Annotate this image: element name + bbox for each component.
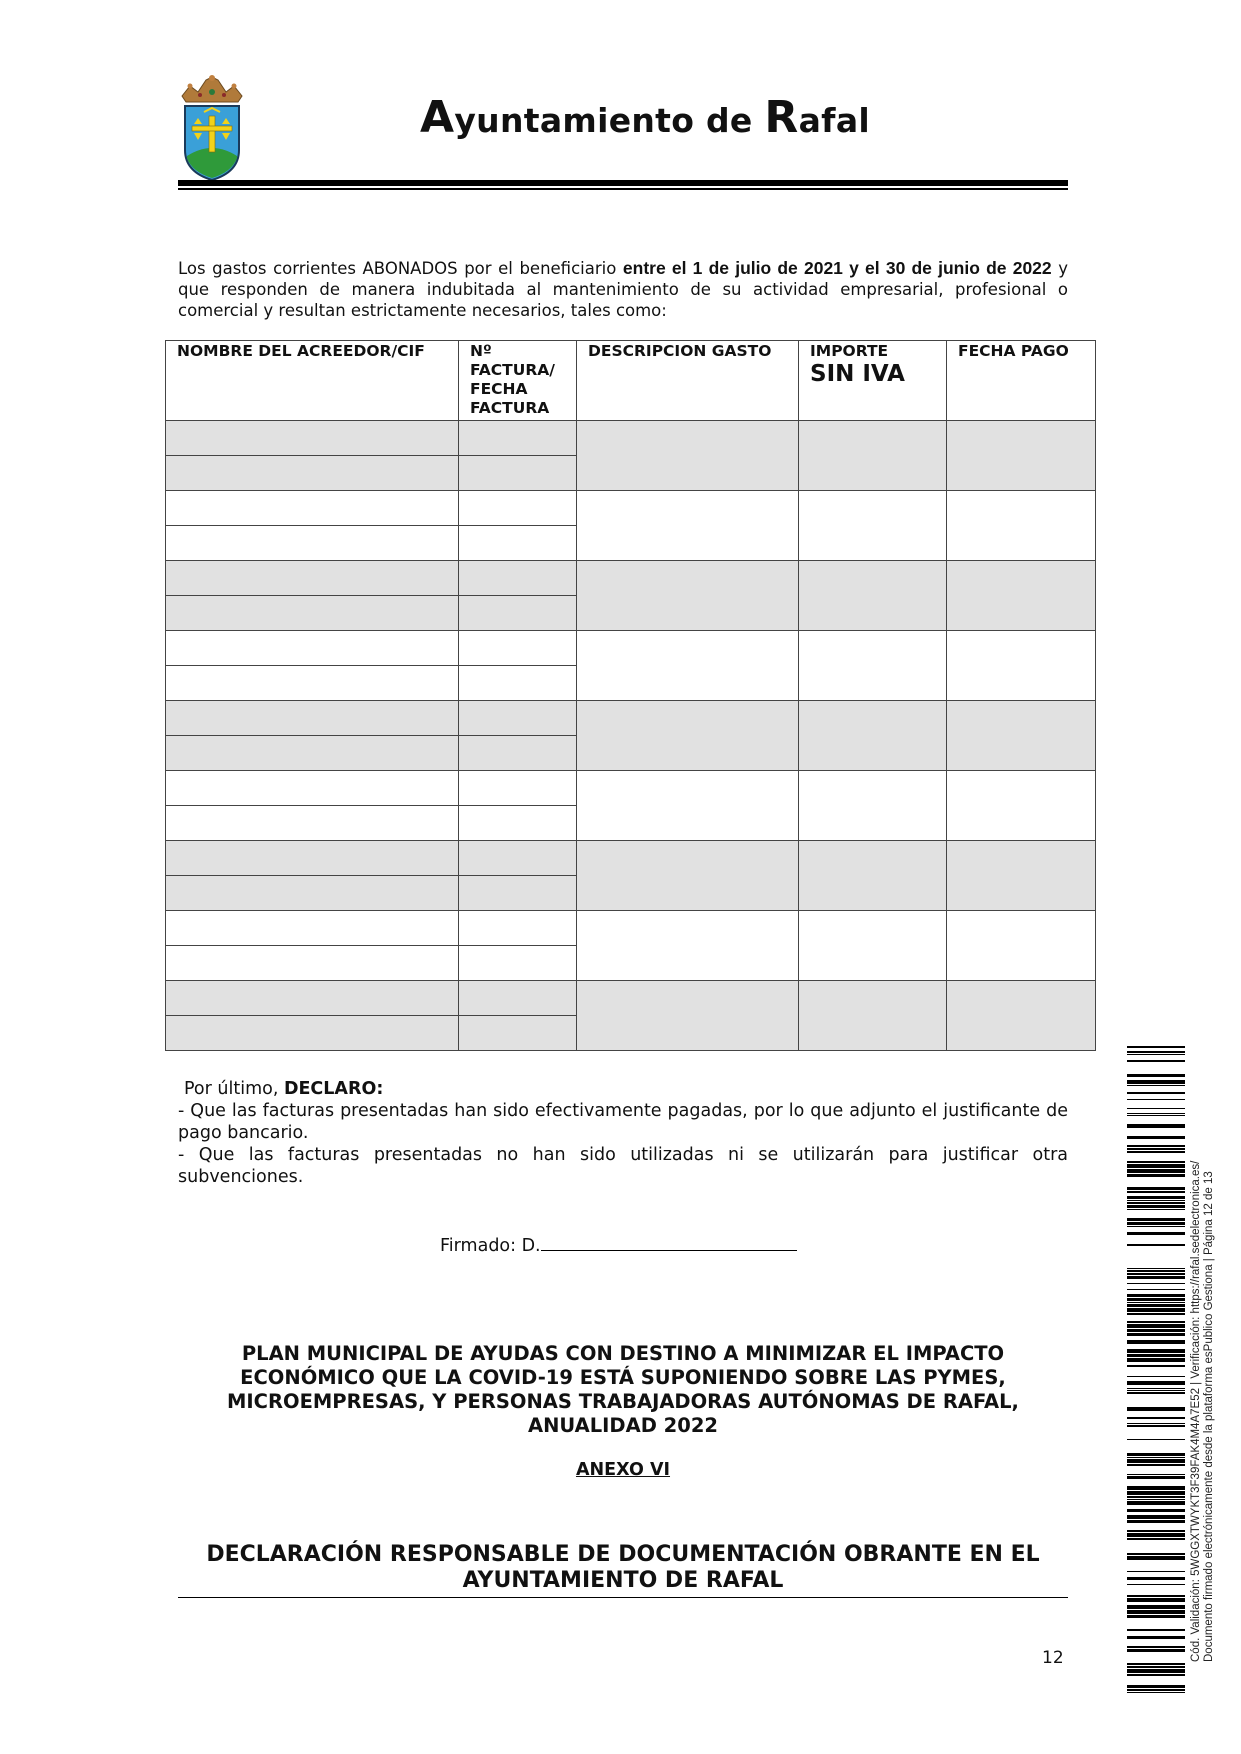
header-rule xyxy=(178,180,1068,186)
amount-cell[interactable] xyxy=(799,491,947,561)
column-header-description: DESCRIPCION GASTO xyxy=(577,341,799,421)
plan-title: PLAN MUNICIPAL DE AYUDAS CON DESTINO A MINIMIZAR EL IMPACTO ECONÓMICO QUE LA COVID-19 ESTÁ SUPONIENDO SOBRE LAS PYMES, MICROEMPRESAS, Y PERSONAS TRABAJADORAS AUTÓNOMAS DE RAFAL, ANUALIDAD 2022 xyxy=(227,1342,1019,1437)
invoice-cell[interactable] xyxy=(459,946,577,981)
declaration-item: - Que las facturas presentadas no han sido utilizadas ni se utilizarán para justificar otra subvenciones. xyxy=(178,1145,1068,1187)
description-cell[interactable] xyxy=(577,701,799,771)
invoice-cell[interactable] xyxy=(459,666,577,701)
creditor-cell[interactable] xyxy=(166,806,459,841)
payment-date-cell[interactable] xyxy=(947,771,1096,841)
description-cell[interactable] xyxy=(577,771,799,841)
amount-cell[interactable] xyxy=(799,421,947,491)
creditor-cell[interactable] xyxy=(166,596,459,631)
column-header-amount: IMPORTE SIN IVA xyxy=(799,341,947,421)
description-cell[interactable] xyxy=(577,981,799,1051)
invoice-cell[interactable] xyxy=(459,911,577,946)
amount-cell[interactable] xyxy=(799,771,947,841)
coat-of-arms-icon xyxy=(176,74,248,182)
signature-line: Firmado: D. xyxy=(440,1232,797,1256)
creditor-cell[interactable] xyxy=(166,456,459,491)
footer-rule xyxy=(178,1597,1068,1598)
amount-cell[interactable] xyxy=(799,981,947,1051)
column-header-creditor: NOMBRE DEL ACREEDOR/CIF xyxy=(166,341,459,421)
creditor-cell[interactable] xyxy=(166,526,459,561)
invoice-cell[interactable] xyxy=(459,771,577,806)
description-cell[interactable] xyxy=(577,841,799,911)
page-title: Ayuntamiento de Rafal xyxy=(420,92,870,143)
creditor-cell[interactable] xyxy=(166,666,459,701)
payment-date-cell[interactable] xyxy=(947,981,1096,1051)
amount-cell[interactable] xyxy=(799,911,947,981)
expenses-table xyxy=(165,340,1096,1051)
table-row xyxy=(166,701,1096,736)
invoice-cell[interactable] xyxy=(459,456,577,491)
description-cell[interactable] xyxy=(577,911,799,981)
page-number: 12 xyxy=(1042,1648,1064,1668)
invoice-cell[interactable] xyxy=(459,1016,577,1051)
invoice-cell[interactable] xyxy=(459,421,577,456)
invoice-cell[interactable] xyxy=(459,841,577,876)
table-row xyxy=(166,491,1096,526)
signature-field[interactable] xyxy=(541,1232,797,1251)
table-row xyxy=(166,911,1096,946)
payment-date-cell[interactable] xyxy=(947,631,1096,701)
annex-label: ANEXO VI xyxy=(575,1460,671,1480)
invoice-cell[interactable] xyxy=(459,736,577,771)
table-row xyxy=(166,771,1096,806)
amount-cell[interactable] xyxy=(799,701,947,771)
invoice-cell[interactable] xyxy=(459,701,577,736)
verification-text: Cód. Validación: 5WGGXTWYKT3F39FAK4M4A7E52 | Verificación: https://rafal.sedelectronica.es/ Documento firmado electrónicamente desde la plataforma esPublico Gestiona | Página 12 de 13 xyxy=(1190,1160,1215,1662)
payment-date-cell[interactable] xyxy=(947,491,1096,561)
creditor-cell[interactable] xyxy=(166,561,459,596)
declaration-title: DECLARACIÓN RESPONSABLE DE DOCUMENTACIÓN OBRANTE EN EL AYUNTAMIENTO DE RAFAL xyxy=(206,1542,1040,1593)
creditor-cell[interactable] xyxy=(166,981,459,1016)
table-row xyxy=(166,981,1096,1016)
table-row xyxy=(166,841,1096,876)
creditor-cell[interactable] xyxy=(166,946,459,981)
payment-date-cell[interactable] xyxy=(947,911,1096,981)
invoice-cell[interactable] xyxy=(459,596,577,631)
amount-cell[interactable] xyxy=(799,841,947,911)
amount-cell[interactable] xyxy=(799,561,947,631)
creditor-cell[interactable] xyxy=(166,491,459,526)
barcode-icon xyxy=(1127,1046,1185,1696)
header-rule-thin xyxy=(178,188,1068,190)
creditor-cell[interactable] xyxy=(166,736,459,771)
payment-date-cell[interactable] xyxy=(947,561,1096,631)
amount-cell[interactable] xyxy=(799,631,947,701)
table-header-row xyxy=(166,341,1096,421)
description-cell[interactable] xyxy=(577,561,799,631)
creditor-cell[interactable] xyxy=(166,771,459,806)
column-header-payment-date: FECHA PAGO xyxy=(947,341,1096,421)
declaration-block: Por último, DECLARO: - Que las facturas presentadas han sido efectivamente pagadas, por lo que adjunto el justificante de pago bancario. - Que las facturas presentadas no han sido utilizadas ni se utilizarán para justificar otra subvenciones. xyxy=(178,1079,1068,1187)
declaration-item: - Que las facturas presentadas han sido efectivamente pagadas, por lo que adjunto el justificante de pago bancario. xyxy=(178,1101,1068,1143)
table-row xyxy=(166,421,1096,456)
creditor-cell[interactable] xyxy=(166,1016,459,1051)
creditor-cell[interactable] xyxy=(166,911,459,946)
invoice-cell[interactable] xyxy=(459,631,577,666)
description-cell[interactable] xyxy=(577,631,799,701)
table-row xyxy=(166,631,1096,666)
description-cell[interactable] xyxy=(577,491,799,561)
invoice-cell[interactable] xyxy=(459,806,577,841)
creditor-cell[interactable] xyxy=(166,841,459,876)
invoice-cell[interactable] xyxy=(459,491,577,526)
creditor-cell[interactable] xyxy=(166,701,459,736)
creditor-cell[interactable] xyxy=(166,876,459,911)
invoice-cell[interactable] xyxy=(459,876,577,911)
invoice-cell[interactable] xyxy=(459,981,577,1016)
payment-date-cell[interactable] xyxy=(947,841,1096,911)
creditor-cell[interactable] xyxy=(166,421,459,456)
payment-date-cell[interactable] xyxy=(947,701,1096,771)
column-header-invoice: Nº FACTURA/ FECHA FACTURA xyxy=(459,341,577,421)
intro-paragraph: Los gastos corrientes ABONADOS por el beneficiario entre el 1 de julio de 2021 y el 30 de junio de 2022 y que responden de manera indubitada al mantenimiento de su actividad empresarial, profesional o comercial y resultan estrictamente necesarios, tales como: xyxy=(178,258,1068,320)
payment-date-cell[interactable] xyxy=(947,421,1096,491)
description-cell[interactable] xyxy=(577,421,799,491)
invoice-cell[interactable] xyxy=(459,526,577,561)
creditor-cell[interactable] xyxy=(166,631,459,666)
table-row xyxy=(166,561,1096,596)
invoice-cell[interactable] xyxy=(459,561,577,596)
